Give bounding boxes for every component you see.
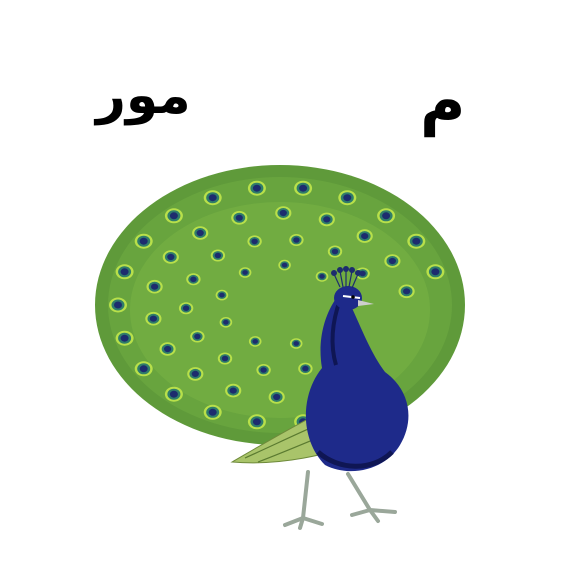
tail-eye	[187, 367, 203, 381]
peacock-tail	[95, 165, 465, 445]
word-label: مور	[96, 66, 191, 126]
tail-eye	[275, 206, 291, 220]
tail-eye	[165, 208, 183, 223]
tail-eye	[147, 280, 163, 294]
tail-eye	[328, 246, 342, 258]
tail-eye	[163, 250, 179, 264]
tail-eye	[225, 384, 241, 398]
tail-eye	[298, 363, 312, 375]
tail-eye	[186, 273, 200, 285]
tail-eye	[116, 264, 134, 279]
tail-eye	[190, 331, 204, 343]
tail-eye	[319, 213, 335, 227]
tail-eye	[239, 267, 252, 278]
tail-eye	[377, 208, 395, 223]
tail-eye	[248, 181, 266, 196]
tail-eye	[290, 338, 303, 349]
tail-eye	[109, 298, 127, 313]
tail-eye	[211, 250, 225, 262]
tail-eye	[192, 226, 208, 240]
tail-eye	[216, 290, 229, 301]
tail-eye	[160, 342, 176, 356]
tail-eye	[218, 353, 232, 365]
tail-eye	[316, 271, 329, 282]
tail-eye	[426, 264, 444, 279]
tail-eye	[135, 361, 153, 376]
tail-eye	[204, 405, 222, 420]
letter-label: م	[420, 64, 466, 137]
tail-eye	[179, 302, 193, 314]
tail-eye	[407, 234, 425, 249]
tail-eye	[338, 190, 356, 205]
tail-eye	[248, 414, 266, 429]
tail-eye	[231, 211, 247, 225]
tail-eye	[357, 229, 373, 243]
tail-eye	[220, 317, 233, 328]
tail-eye	[278, 260, 291, 271]
tail-eye	[269, 390, 285, 404]
tail-eye	[384, 254, 400, 268]
tail-eye	[256, 364, 270, 376]
tail-eye	[289, 234, 303, 246]
tail-eye	[135, 234, 153, 249]
tail-eye	[399, 285, 415, 299]
tail-eye	[204, 190, 222, 205]
tail-eye	[247, 235, 261, 247]
tail-eye	[165, 387, 183, 402]
tail-eye	[249, 336, 262, 347]
peacock-legs	[285, 472, 395, 528]
tail-eye	[116, 331, 134, 346]
tail-eye	[294, 181, 312, 196]
tail-eye	[145, 312, 161, 326]
